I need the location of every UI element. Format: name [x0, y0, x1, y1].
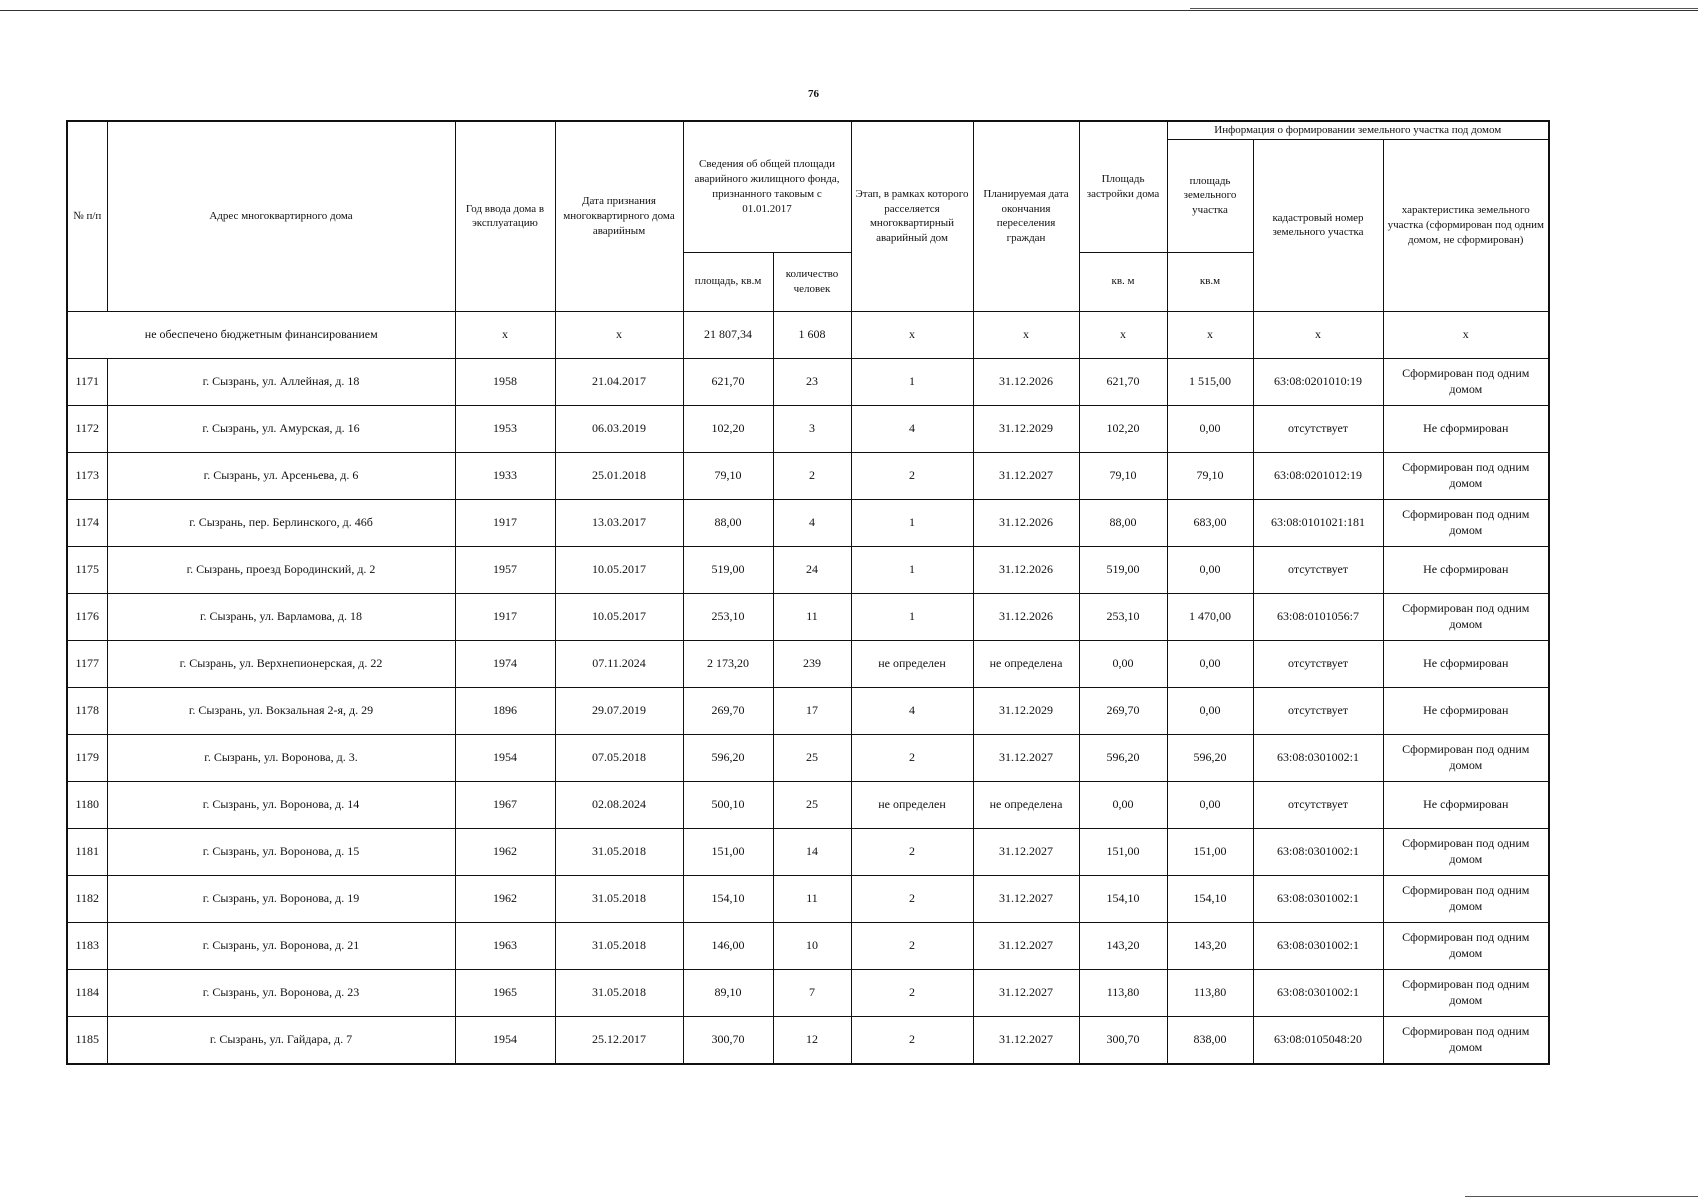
header-year: Год ввода дома в эксплуатацию [455, 121, 555, 311]
row-area: 519,00 [683, 546, 773, 593]
row-address: г. Сызрань, ул. Верхнепионерская, д. 22 [107, 640, 455, 687]
row-area: 102,20 [683, 405, 773, 452]
header-area-info: Сведения об общей площади аварийного жилищного фонда, признанного таковым с 01.01.2017 [683, 121, 851, 252]
row-address: г. Сызрань, ул. Воронова, д. 14 [107, 781, 455, 828]
row-address: г. Сызрань, ул. Воронова, д. 21 [107, 922, 455, 969]
row-recognition-date: 21.04.2017 [555, 358, 683, 405]
row-year: 1933 [455, 452, 555, 499]
row-stage: не определен [851, 640, 973, 687]
row-area: 500,10 [683, 781, 773, 828]
table-row [67, 922, 1549, 969]
row-recognition-date: 07.11.2024 [555, 640, 683, 687]
row-building-area: 79,10 [1079, 452, 1167, 499]
row-recognition-date: 25.12.2017 [555, 1016, 683, 1064]
row-address: г. Сызрань, ул. Гайдара, д. 7 [107, 1016, 455, 1064]
table-row [67, 1016, 1549, 1064]
row-area: 154,10 [683, 875, 773, 922]
summary-recognition-date: x [555, 311, 683, 358]
row-number: 1181 [67, 828, 107, 875]
row-stage: 2 [851, 828, 973, 875]
row-cadastral: 63:08:0301002:1 [1253, 734, 1383, 781]
row-stage: 1 [851, 358, 973, 405]
row-land-char: Не сформирован [1383, 781, 1549, 828]
row-number: 1182 [67, 875, 107, 922]
row-year: 1963 [455, 922, 555, 969]
row-year: 1896 [455, 687, 555, 734]
table-row [67, 875, 1549, 922]
row-planned-date: не определена [973, 640, 1079, 687]
row-area: 146,00 [683, 922, 773, 969]
summary-people: 1 608 [773, 311, 851, 358]
row-people: 2 [773, 452, 851, 499]
summary-land-area: x [1167, 311, 1253, 358]
row-people: 3 [773, 405, 851, 452]
row-address: г. Сызрань, ул. Амурская, д. 16 [107, 405, 455, 452]
row-cadastral: отсутствует [1253, 405, 1383, 452]
row-recognition-date: 31.05.2018 [555, 875, 683, 922]
table-row [67, 828, 1549, 875]
row-land-area: 151,00 [1167, 828, 1253, 875]
row-land-area: 79,10 [1167, 452, 1253, 499]
row-land-area: 113,80 [1167, 969, 1253, 1016]
row-stage: 4 [851, 405, 973, 452]
row-cadastral: отсутствует [1253, 781, 1383, 828]
row-address: г. Сызрань, ул. Вокзальная 2-я, д. 29 [107, 687, 455, 734]
row-stage: 2 [851, 734, 973, 781]
row-land-char: Сформирован под одним домом [1383, 1016, 1549, 1064]
row-address: г. Сызрань, ул. Воронова, д. 19 [107, 875, 455, 922]
table-body [67, 311, 1549, 1064]
row-land-char: Сформирован под одним домом [1383, 734, 1549, 781]
row-address: г. Сызрань, ул. Аллейная, д. 18 [107, 358, 455, 405]
row-stage: 1 [851, 546, 973, 593]
row-building-area: 0,00 [1079, 640, 1167, 687]
summary-building-area: x [1079, 311, 1167, 358]
row-year: 1917 [455, 499, 555, 546]
row-stage: 2 [851, 1016, 973, 1064]
row-land-area: 683,00 [1167, 499, 1253, 546]
row-people: 11 [773, 875, 851, 922]
row-recognition-date: 10.05.2017 [555, 546, 683, 593]
row-people: 25 [773, 781, 851, 828]
table-row [67, 734, 1549, 781]
row-cadastral: 63:08:0201012:19 [1253, 452, 1383, 499]
table-row [67, 969, 1549, 1016]
row-planned-date: 31.12.2027 [973, 969, 1079, 1016]
row-number: 1185 [67, 1016, 107, 1064]
header-building-area: Площадь застройки дома [1079, 121, 1167, 252]
header-planned-date: Планируемая дата окончания переселения граждан [973, 121, 1079, 311]
row-number: 1184 [67, 969, 107, 1016]
row-year: 1954 [455, 734, 555, 781]
row-number: 1180 [67, 781, 107, 828]
table-row [67, 452, 1549, 499]
row-people: 25 [773, 734, 851, 781]
row-recognition-date: 31.05.2018 [555, 828, 683, 875]
row-cadastral: 63:08:0301002:1 [1253, 875, 1383, 922]
row-stage: 2 [851, 969, 973, 1016]
header-land-area: площадь земельного участка [1167, 139, 1253, 252]
row-stage: 2 [851, 875, 973, 922]
row-land-char: Сформирован под одним домом [1383, 828, 1549, 875]
row-building-area: 300,70 [1079, 1016, 1167, 1064]
row-recognition-date: 13.03.2017 [555, 499, 683, 546]
table-row [67, 405, 1549, 452]
row-land-area: 143,20 [1167, 922, 1253, 969]
header-people: количество человек [773, 252, 851, 311]
row-land-area: 1 470,00 [1167, 593, 1253, 640]
table-row [67, 546, 1549, 593]
row-land-area: 596,20 [1167, 734, 1253, 781]
row-people: 4 [773, 499, 851, 546]
row-year: 1958 [455, 358, 555, 405]
row-number: 1179 [67, 734, 107, 781]
row-planned-date: 31.12.2026 [973, 546, 1079, 593]
header-land-info: Информация о формировании земельного участка под домом [1167, 121, 1549, 139]
row-planned-date: 31.12.2027 [973, 452, 1079, 499]
row-number: 1176 [67, 593, 107, 640]
row-building-area: 621,70 [1079, 358, 1167, 405]
row-area: 596,20 [683, 734, 773, 781]
row-cadastral: 63:08:0101056:7 [1253, 593, 1383, 640]
row-recognition-date: 06.03.2019 [555, 405, 683, 452]
row-recognition-date: 07.05.2018 [555, 734, 683, 781]
summary-year: x [455, 311, 555, 358]
header-address: Адрес многоквартирного дома [107, 121, 455, 311]
row-land-area: 154,10 [1167, 875, 1253, 922]
row-cadastral: 63:08:0301002:1 [1253, 828, 1383, 875]
row-stage: 1 [851, 499, 973, 546]
row-planned-date: 31.12.2029 [973, 405, 1079, 452]
summary-row [67, 311, 1549, 358]
row-people: 14 [773, 828, 851, 875]
row-building-area: 253,10 [1079, 593, 1167, 640]
row-building-area: 0,00 [1079, 781, 1167, 828]
row-area: 89,10 [683, 969, 773, 1016]
row-recognition-date: 31.05.2018 [555, 922, 683, 969]
table-row [67, 499, 1549, 546]
row-land-area: 0,00 [1167, 781, 1253, 828]
row-area: 151,00 [683, 828, 773, 875]
row-number: 1183 [67, 922, 107, 969]
row-land-char: Сформирован под одним домом [1383, 875, 1549, 922]
summary-stage: x [851, 311, 973, 358]
row-building-area: 88,00 [1079, 499, 1167, 546]
row-address: г. Сызрань, проезд Бородинский, д. 2 [107, 546, 455, 593]
row-people: 12 [773, 1016, 851, 1064]
row-address: г. Сызрань, ул. Воронова, д. 15 [107, 828, 455, 875]
row-area: 79,10 [683, 452, 773, 499]
header-num: № п/п [67, 121, 107, 311]
row-year: 1974 [455, 640, 555, 687]
row-recognition-date: 31.05.2018 [555, 969, 683, 1016]
page-number: 76 [808, 88, 819, 100]
row-address: г. Сызрань, ул. Арсеньева, д. 6 [107, 452, 455, 499]
row-cadastral: отсутствует [1253, 640, 1383, 687]
row-building-area: 143,20 [1079, 922, 1167, 969]
row-people: 7 [773, 969, 851, 1016]
row-land-char: Сформирован под одним домом [1383, 499, 1549, 546]
header-area: площадь, кв.м [683, 252, 773, 311]
row-stage: 2 [851, 452, 973, 499]
row-number: 1178 [67, 687, 107, 734]
summary-planned-date: x [973, 311, 1079, 358]
row-people: 17 [773, 687, 851, 734]
row-number: 1173 [67, 452, 107, 499]
row-year: 1954 [455, 1016, 555, 1064]
table-row [67, 358, 1549, 405]
row-cadastral: 63:08:0201010:19 [1253, 358, 1383, 405]
row-address: г. Сызрань, ул. Воронова, д. 23 [107, 969, 455, 1016]
row-building-area: 102,20 [1079, 405, 1167, 452]
row-land-area: 1 515,00 [1167, 358, 1253, 405]
row-planned-date: 31.12.2027 [973, 1016, 1079, 1064]
row-planned-date: не определена [973, 781, 1079, 828]
row-people: 10 [773, 922, 851, 969]
row-planned-date: 31.12.2027 [973, 828, 1079, 875]
row-cadastral: 63:08:0105048:20 [1253, 1016, 1383, 1064]
row-building-area: 154,10 [1079, 875, 1167, 922]
header-cadastral: кадастровый номер земельного участка [1253, 139, 1383, 311]
row-land-area: 0,00 [1167, 405, 1253, 452]
table-row [67, 640, 1549, 687]
summary-label: не обеспечено бюджетным финансированием [67, 311, 455, 358]
row-people: 239 [773, 640, 851, 687]
summary-land-char: x [1383, 311, 1549, 358]
summary-cadastral: x [1253, 311, 1383, 358]
row-year: 1957 [455, 546, 555, 593]
row-cadastral: 63:08:0101021:181 [1253, 499, 1383, 546]
row-land-char: Сформирован под одним домом [1383, 452, 1549, 499]
row-stage: 1 [851, 593, 973, 640]
row-land-char: Сформирован под одним домом [1383, 358, 1549, 405]
row-planned-date: 31.12.2027 [973, 734, 1079, 781]
row-address: г. Сызрань, ул. Варламова, д. 18 [107, 593, 455, 640]
housing-register-table [66, 120, 1550, 1065]
row-land-area: 838,00 [1167, 1016, 1253, 1064]
row-area: 621,70 [683, 358, 773, 405]
row-recognition-date: 02.08.2024 [555, 781, 683, 828]
row-building-area: 519,00 [1079, 546, 1167, 593]
row-year: 1917 [455, 593, 555, 640]
row-planned-date: 31.12.2029 [973, 687, 1079, 734]
row-number: 1175 [67, 546, 107, 593]
top-rule [0, 10, 1698, 11]
row-year: 1953 [455, 405, 555, 452]
row-land-char: Не сформирован [1383, 640, 1549, 687]
row-area: 269,70 [683, 687, 773, 734]
row-planned-date: 31.12.2026 [973, 358, 1079, 405]
row-cadastral: отсутствует [1253, 687, 1383, 734]
row-cadastral: отсутствует [1253, 546, 1383, 593]
top-rule-secondary [1190, 8, 1698, 9]
row-address: г. Сызрань, ул. Воронова, д. 3. [107, 734, 455, 781]
row-building-area: 596,20 [1079, 734, 1167, 781]
row-stage: 4 [851, 687, 973, 734]
row-recognition-date: 25.01.2018 [555, 452, 683, 499]
row-land-char: Сформирован под одним домом [1383, 969, 1549, 1016]
row-year: 1965 [455, 969, 555, 1016]
row-building-area: 151,00 [1079, 828, 1167, 875]
header-recognition-date: Дата признания многоквартирного дома аварийным [555, 121, 683, 311]
row-year: 1967 [455, 781, 555, 828]
row-land-char: Сформирован под одним домом [1383, 922, 1549, 969]
row-area: 88,00 [683, 499, 773, 546]
header-stage: Этап, в рамках которого расселяется многоквартирный аварийный дом [851, 121, 973, 311]
row-number: 1172 [67, 405, 107, 452]
header-land-area-unit: кв.м [1167, 252, 1253, 311]
row-people: 24 [773, 546, 851, 593]
row-land-char: Не сформирован [1383, 687, 1549, 734]
row-stage: не определен [851, 781, 973, 828]
row-stage: 2 [851, 922, 973, 969]
row-area: 253,10 [683, 593, 773, 640]
row-land-char: Не сформирован [1383, 546, 1549, 593]
table-row [67, 593, 1549, 640]
bottom-rule [1465, 1196, 1698, 1197]
row-land-area: 0,00 [1167, 687, 1253, 734]
row-area: 300,70 [683, 1016, 773, 1064]
row-planned-date: 31.12.2026 [973, 499, 1079, 546]
row-people: 23 [773, 358, 851, 405]
row-recognition-date: 29.07.2019 [555, 687, 683, 734]
row-recognition-date: 10.05.2017 [555, 593, 683, 640]
row-land-char: Не сформирован [1383, 405, 1549, 452]
row-number: 1177 [67, 640, 107, 687]
header-building-area-unit: кв. м [1079, 252, 1167, 311]
row-number: 1171 [67, 358, 107, 405]
table-header [67, 121, 1549, 311]
row-land-char: Сформирован под одним домом [1383, 593, 1549, 640]
row-address: г. Сызрань, пер. Берлинского, д. 46б [107, 499, 455, 546]
row-planned-date: 31.12.2027 [973, 875, 1079, 922]
row-people: 11 [773, 593, 851, 640]
row-cadastral: 63:08:0301002:1 [1253, 969, 1383, 1016]
row-land-area: 0,00 [1167, 546, 1253, 593]
row-year: 1962 [455, 828, 555, 875]
row-planned-date: 31.12.2027 [973, 922, 1079, 969]
row-year: 1962 [455, 875, 555, 922]
row-building-area: 269,70 [1079, 687, 1167, 734]
header-land-char: характеристика земельного участка (сформирован под одним домом, не сформирован) [1383, 139, 1549, 311]
summary-area: 21 807,34 [683, 311, 773, 358]
row-building-area: 113,80 [1079, 969, 1167, 1016]
row-number: 1174 [67, 499, 107, 546]
row-area: 2 173,20 [683, 640, 773, 687]
row-land-area: 0,00 [1167, 640, 1253, 687]
table-row [67, 781, 1549, 828]
row-planned-date: 31.12.2026 [973, 593, 1079, 640]
table-row [67, 687, 1549, 734]
row-cadastral: 63:08:0301002:1 [1253, 922, 1383, 969]
